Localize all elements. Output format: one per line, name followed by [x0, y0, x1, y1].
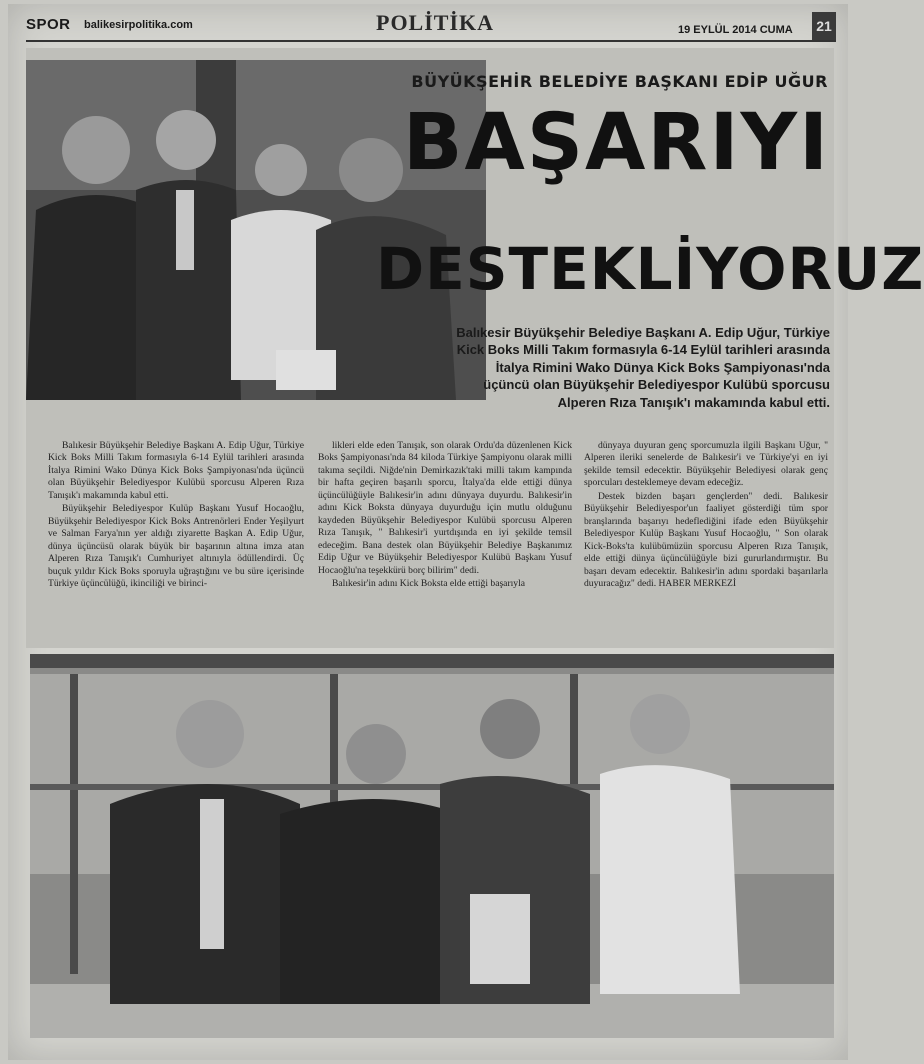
group-photo [30, 654, 834, 1038]
headline-line-2: DESTEKLİYORUZ [376, 235, 924, 303]
article-column-3 [584, 440, 828, 592]
page-header [26, 10, 836, 42]
article-column-1 [48, 440, 304, 592]
article-column-2 [318, 440, 572, 592]
article-lead: Balıkesir Büyükşehir Belediye Başkanı A. Edip Uğur, Türkiye Kick Boks Milli Takım formasıyla 6-14 Eylül tarihleri arasında İtalya Rimini Wako Dünya Kick Boks Şampiyonası'nda üçüncü olan Büyükşehir Belediyespor Kulübü sporcusu Alperen Rıza Tanışık'ı makamında kabul etti. [456, 325, 830, 410]
page-number: 21 [812, 12, 836, 40]
newspaper-masthead: POLİTİKA [376, 10, 495, 35]
section-label: SPOR [26, 16, 71, 33]
newspaper-page [8, 4, 924, 1060]
site-address: balikesirpolitika.com [84, 19, 193, 31]
paragraph: Büyükşehir Belediyespor Kulüp Başkanı Yusuf Hocaoğlu, Büyükşehir Belediyespor Kick Boks Antrenörleri Ender Yeşilyurt ve Salman Farya'nın yer aldığı ziyarette Başkan A. Edip Uğur, dünya üçüncüsü olarak büyük bir başarının altına imza atan Alperen Rıza Tanışık'ı Cumhuriyet altınıyla ödüllendirdi. Üç buçuk yıldır Kick Boks sporuyla uğraştığını ve bu süre içerisinde Türkiye üçüncülüğü, ikinciliği ve birinci- [48, 503, 304, 590]
paragraph: dünyaya duyuran genç sporcumuzla ilgili Başkanı Uğur, " Alperen ileriki senelerde de Balıkesir'i ve Türkiye'yi en iyi şekilde temsil edecektir. Büyükşehir Belediyesi olarak genç sporcuları desteklemeye devam edeceğiz. [584, 440, 828, 489]
headline-line-1: BAŞARIYI [403, 98, 830, 188]
article-kicker: BÜYÜKŞEHİR BELEDİYE BAŞKANI EDİP UĞUR [411, 72, 828, 91]
issue-date: 19 EYLÜL 2014 CUMA [678, 24, 793, 36]
news-article [26, 48, 924, 648]
paragraph: Balıkesir Büyükşehir Belediye Başkanı A. Edip Uğur, Türkiye Kick Boks Milli Takım formasıyla 6-14 Eylül tarihleri arasında İtalya Rimini Wako Dünya Kick Boks Şampiyonası'nda üçüncü olan Büyükşehir Belediyespor Kulübü sporcusu Alperen Rıza Tanışık'ı makamında kabul etti. [48, 440, 304, 501]
paragraph: Balıkesir'in adını Kick Boksta elde ettiği başarıyla [332, 578, 526, 590]
paragraph: Destek bizden başarı gençlerden" dedi. Balıkesir Büyükşehir Belediyespor'un faaliyet gösterdiği tüm spor branşlarında başarıyı hedeflediğini ifade eden Büyükşehir Belediyespor Kulüp Başkanı Yusuf Hocaoğlu, " Son olarak Kick-Boks'ta kulübümüzün sporcusu Alperen Rıza Tanışık, elde ettiği dünya üçüncülüğüyle bizi gururlandırmıştır. Bu başarı devam edecektir. Balıkesir'in adını spordaki başarılarla duyuracağız" dedi. HABER MERKEZİ [584, 490, 828, 590]
paragraph: likleri elde eden Tanışık, son olarak Ordu'da düzenlenen Kick Boks Şampiyonası'nda 84 kiloda Türkiye Şampiyonu olarak milli takıma seçildi. Niğde'nin Demirkazık'taki milli takım kampında bir hafta geçiren başarılı sporcu, İtalya'da elde ettiği dünya üçüncülüğüyle Balıkesir'in adını dünyaya duyurdu. Balıkesir'in adını Kick Boksta dünyaya duyurduğu için mutlu olduğunu kaydeden Büyükşehir Belediyespor Kulübü sporcusu Alperen Rıza Tanışık, " Balıkesir'i yurtdışında en iyi şekilde temsil edeceğim. Bana destek olan Büyükşehir Belediye Başkanımız Edip Uğur ve Büyükşehir Belediyespor Kulübü Başkanı Yusuf Hocaoğlu'na teşekkürü borç bilirim" dedi. [318, 440, 572, 576]
